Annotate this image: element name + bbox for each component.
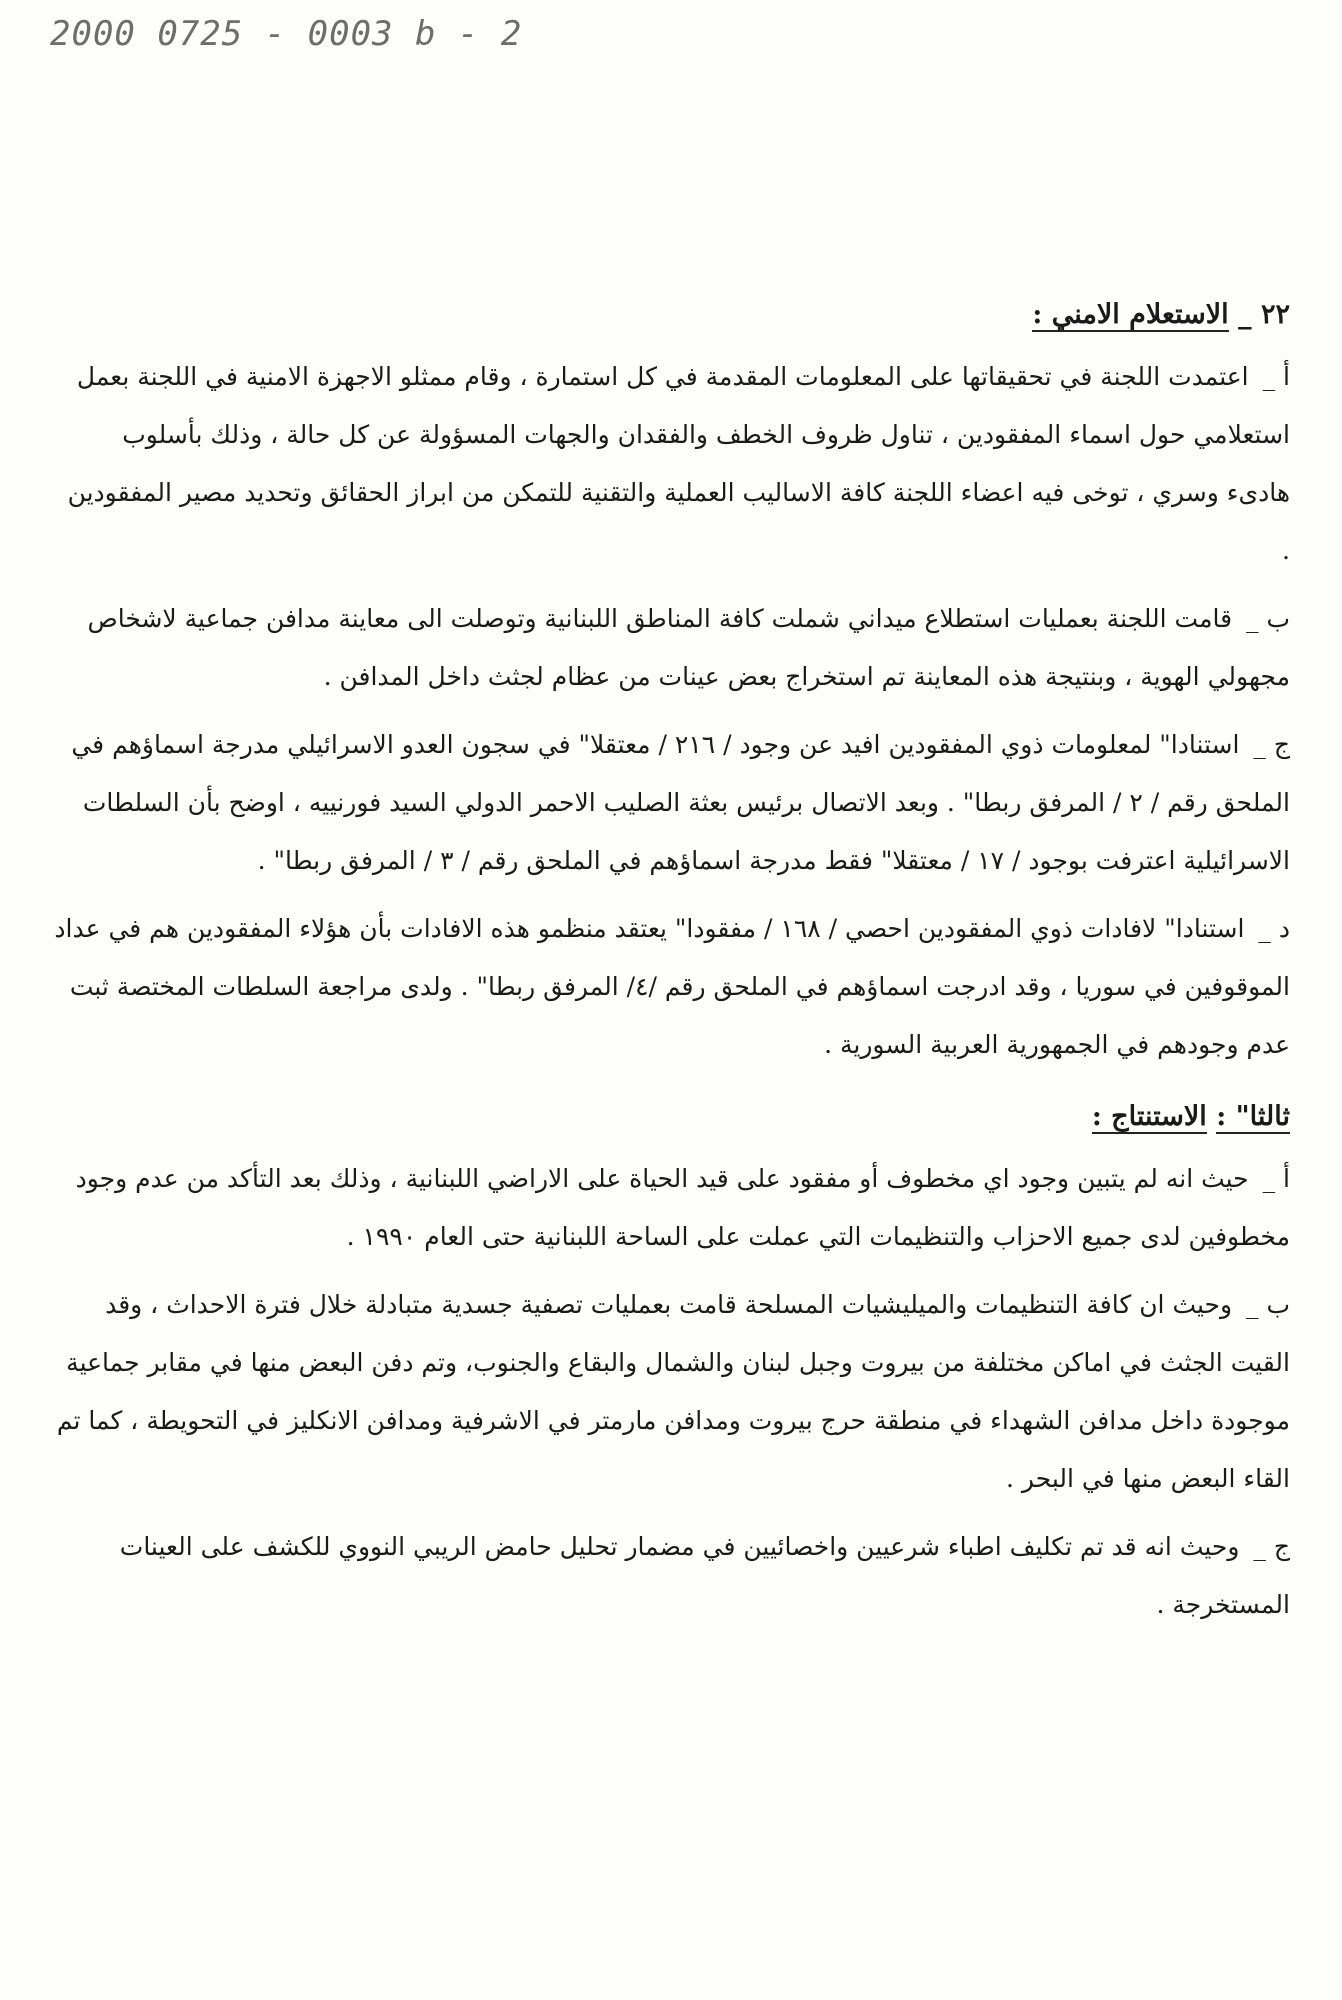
section-22-number: ٢٢ _ <box>1238 299 1290 330</box>
paragraph-3b <box>52 1276 1290 1508</box>
paragraph-22c <box>52 716 1290 890</box>
paragraph-label: ج _ <box>1253 1532 1290 1561</box>
paragraph-text: قامت اللجنة بعمليات استطلاع ميداني شملت كافة المناطق اللبنانية وتوصلت الى معاينة مدافن جماعية لاشخاص مجهولي الهوية ، وبنتيجة هذه المعاينة تم استخراج بعض عينات من عظام لجثث داخل المدافن . <box>87 604 1290 691</box>
paragraph-3a <box>52 1150 1290 1266</box>
document-body <box>52 286 1290 1644</box>
paragraph-22a <box>52 348 1290 580</box>
paragraph-3c <box>52 1518 1290 1634</box>
paragraph-label: أ _ <box>1262 362 1290 391</box>
paragraph-text: اعتمدت اللجنة في تحقيقاتها على المعلومات المقدمة في كل استمارة ، وقام ممثلو الاجهزة الامنية في اللجنة بعمل استعلامي حول اسماء المفقودين ، تناول ظروف الخطف والفقدان والجهات المسؤولة عن كل حالة ، وذلك بأسلوب هادىء وسري ، توخى فيه اعضاء اللجنة كافة الاساليب العملية والتقنية للتمكن من ابراز الحقائق وتحديد مصير المفقودين . <box>67 362 1290 565</box>
document-id-stamp: 2000 0725 - 0003 b - 2 <box>50 14 523 54</box>
paragraph-label: أ _ <box>1262 1164 1290 1193</box>
paragraph-text: استنادا" لمعلومات ذوي المفقودين افيد عن وجود / ٢١٦ / معتقلا" في سجون العدو الاسرائيلي مدرجة اسماؤهم في الملحق رقم / ٢ / المرفق ربطا" . وبعد الاتصال برئيس بعثة الصليب الاحمر الدولي السيد فورنييه ، اوضح بأن السلطات الاسرائيلية اعترفت بوجود / ١٧ / معتقلا" فقط مدرجة اسماؤهم في الملحق رقم / ٣ / المرفق ربطا" . <box>71 730 1290 875</box>
paragraph-text: وحيث انه قد تم تكليف اطباء شرعيين واخصائيين في مضمار تحليل حامض الريبي النووي للكشف على العينات المستخرجة . <box>119 1532 1290 1619</box>
paragraph-text: حيث انه لم يتبين وجود اي مخطوف أو مفقود على قيد الحياة على الاراضي اللبنانية ، وذلك بعد التأكد من عدم وجود مخطوفين لدى جميع الاحزاب والتنظيمات التي عملت على الساحة اللبنانية حتى العام ١٩٩٠ . <box>75 1164 1290 1251</box>
section-3-number: ثالثا" : <box>1216 1101 1290 1132</box>
section-3-heading <box>52 1088 1290 1146</box>
paragraph-22b <box>52 590 1290 706</box>
paragraph-label: د _ <box>1258 914 1290 943</box>
section-22-title: الاستعلام الامني : <box>1032 299 1229 330</box>
paragraph-label: ب _ <box>1246 1290 1290 1319</box>
paragraph-label: ج _ <box>1253 730 1290 759</box>
section-22-heading <box>52 286 1290 344</box>
paragraph-text: وحيث ان كافة التنظيمات والميليشيات المسلحة قامت بعمليات تصفية جسدية متبادلة خلال فترة الاحداث ، وقد القيت الجثث في اماكن مختلفة من بيروت وجبل لبنان والشمال والبقاع والجنوب، وتم دفن البعض منها في مقابر جماعية موجودة داخل مدافن الشهداء في منطقة حرج بيروت ومدافن مارمتر في الاشرفية ومدافن الانكليز في التحويطة ، كما تم القاء البعض منها في البحر . <box>56 1290 1290 1493</box>
paragraph-22d <box>52 900 1290 1074</box>
section-3-title: الاستنتاج : <box>1091 1101 1207 1132</box>
paragraph-label: ب _ <box>1246 604 1290 633</box>
paragraph-text: استنادا" لافادات ذوي المفقودين احصي / ١٦٨ / مفقودا" يعتقد منظمو هذه الافادات بأن هؤلاء المفقودين هم في عداد الموقوفين في سوريا ، وقد ادرجت اسماؤهم في الملحق رقم /٤/ المرفق ربطا" . ولدى مراجعة السلطات المختصة ثبت عدم وجودهم في الجمهورية العربية السورية . <box>54 914 1290 1059</box>
